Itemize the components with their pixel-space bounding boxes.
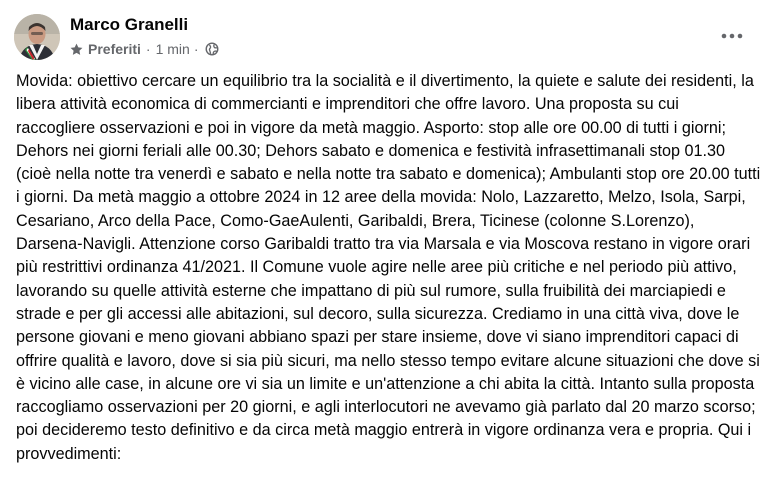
meta-separator: · [193,41,199,57]
avatar-image [14,14,60,60]
post-header [0,0,770,70]
post-time[interactable]: 1 min [155,41,190,57]
more-options-button[interactable] [712,18,752,54]
favorites-label[interactable]: Preferiti [88,41,141,57]
avatar[interactable] [14,14,60,60]
post-meta [69,40,219,58]
star-icon [69,42,84,57]
meta-separator: · [145,41,151,57]
author-name[interactable]: Marco Granelli [70,15,189,34]
post-body: Movida: obiettivo cercare un equilibrio tra la socialità e il divertimento, la quiete e salute dei residenti, la libera attività economica di commercianti e imprenditori che offre lavoro. Una proposta su cui raccogliere osservazioni e poi in vigore da metà maggio. Asporto: stop alle ore 00.00 di tutti i giorni; Dehors nei giorni feriali alle 00.30; Dehors sabato e domenica e festività infrasettimanali stop 01.30 (cioè nella notte tra venerdì e sabato e nella notte tra sabato e domenica); Ambulanti stop ore 20.00 tutti i giorni. Da metà maggio a ottobre 2024 in 12 aree della movida: Nolo, Lazzaretto, Melzo, Isola, Sarpi, Cesariano, Arco della Pace, Como-GaeAulenti, Garibaldi, Brera, Ticinese (colonne S.Lorenzo), Darsena-Navigli. Attenzione corso Garibaldi tratto tra via Marsala e via Moscova restano in vigore orari più restrittivi ordinanza 41/2021. Il Comune vuole agire nelle aree più critiche e nel periodo più attivo, lavorando su quelle attività esterne che impattano di più sul rumore, sulla fruibilità dei marciapiedi e strade e per gli accessi alle abitazioni, sul decoro, sulla sicurezza. Crediamo in una città viva, dove le persone giovani e meno giovani abbiano spazi per stare insieme, dove vi siano imprenditori capaci di offrire qualità e lavoro, dove si sia più sicuri, ma nello stesso tempo evitare alcune situazioni che dove si è vicino alle case, in alcune ore vi sia un limite e un'attenzione a chi abita la città. Intanto sulla proposta raccogliamo osservazioni per 20 giorni, e agli interlocutori ne avevamo già parlato dal 20 marzo scorso; poi decideremo testo definitivo e da circa metà maggio entrerà in vigore ordinanza vera e propria. Qui i provvedimenti: [16,72,761,463]
globe-icon[interactable] [205,42,219,56]
more-options-icon [721,33,743,39]
